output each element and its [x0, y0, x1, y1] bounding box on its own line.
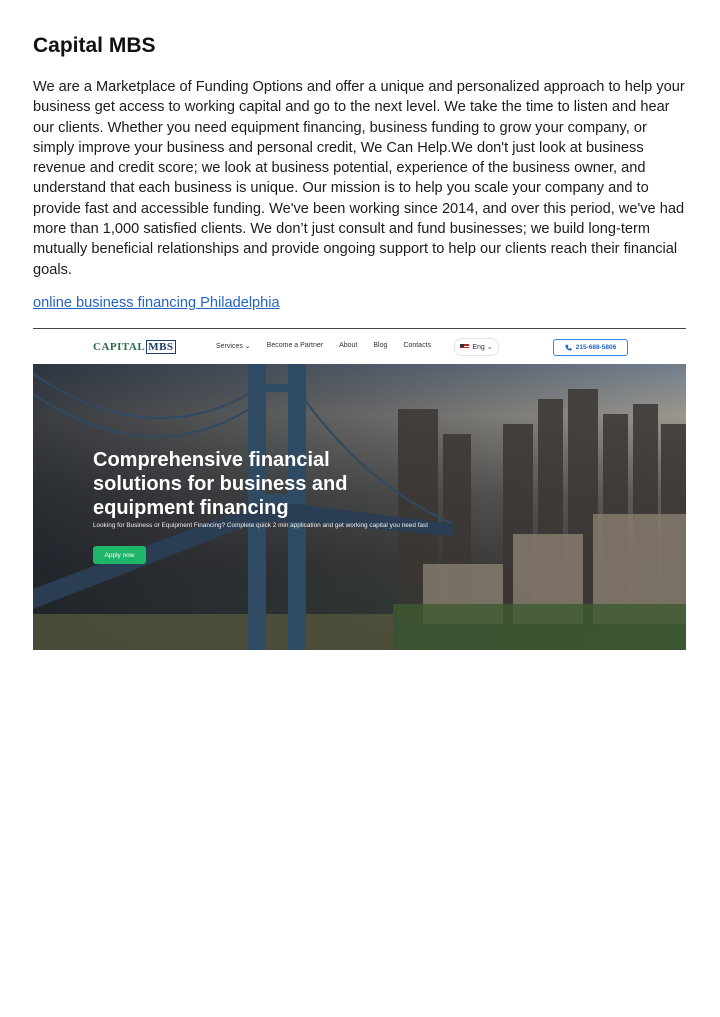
- hero-title: Comprehensive financial solutions for business and equipment financing: [93, 449, 348, 519]
- divider: [33, 328, 686, 329]
- financing-link[interactable]: online business financing Philadelphia: [33, 295, 280, 311]
- nav-become-partner[interactable]: Become a Partner: [266, 342, 324, 349]
- language-selector[interactable]: [454, 338, 499, 356]
- apply-now-button[interactable]: Apply now: [93, 546, 146, 564]
- nav-contacts[interactable]: Contacts: [403, 342, 432, 349]
- phone-icon: [565, 344, 572, 351]
- nav-services[interactable]: Services ⌄: [216, 343, 251, 350]
- nav-blog[interactable]: Blog: [373, 342, 388, 349]
- hero-banner: [33, 364, 686, 650]
- site-nav: [216, 342, 447, 350]
- phone-button[interactable]: [553, 339, 628, 356]
- site-header: [33, 331, 686, 364]
- logo-text: CAPITAL: [93, 341, 146, 353]
- website-screenshot: [33, 331, 686, 650]
- nav-about[interactable]: About: [339, 342, 358, 349]
- phone-number: 215-688-5806: [575, 344, 617, 351]
- hero-subtitle: Looking for Business or Equipment Financing? Complete quick 2 min application and get working capital you need fast: [93, 522, 428, 529]
- site-logo[interactable]: [93, 341, 176, 353]
- page-title: Capital MBS: [33, 34, 156, 57]
- logo-mbs: MBS: [148, 341, 174, 353]
- company-description: We are a Marketplace of Funding Options and offer a unique and personalized approach to help your business get access to working capital and go to the next level. We take the time to listen and hear our clients. Whether you need equipment financing, business funding to grow your company, or simply improve your business and personal credit, We Can Help.We don't just look at business revenue and credit score; we look at business potential, experience of the business owner, and understand that each business is unique. Our mission is to help you scale your company and to provide fast and accessible funding. We've been working since 2014, and over this period, we've had more than 1,000 satisfied clients. We don’t just consult and fund businesses; we build long-term mutually beneficial relationships and provide ongoing support to help our clients reach their financial goals.: [33, 79, 685, 278]
- language-label: Eng ⌄: [472, 344, 493, 351]
- us-flag-icon: [460, 344, 469, 350]
